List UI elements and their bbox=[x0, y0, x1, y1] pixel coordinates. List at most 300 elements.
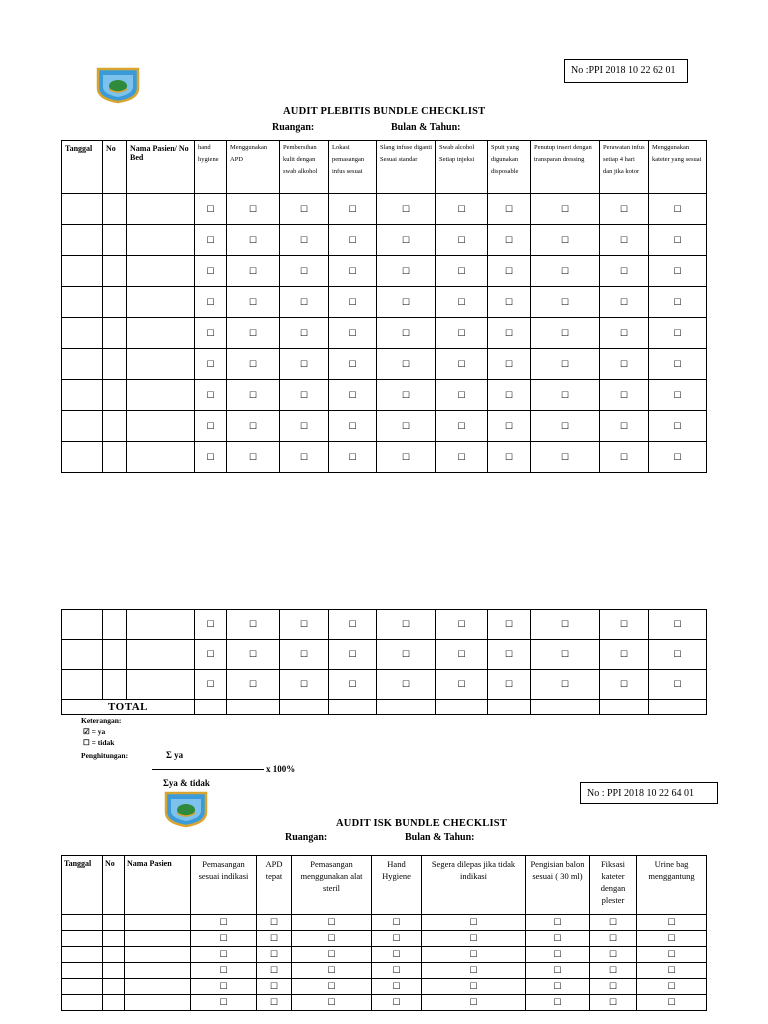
checkbox-cell[interactable] bbox=[195, 411, 227, 442]
checkbox-cell[interactable] bbox=[436, 411, 488, 442]
blank-cell[interactable] bbox=[62, 931, 103, 947]
checkbox-icon[interactable]: ☐ bbox=[457, 234, 466, 245]
checkbox-cell[interactable] bbox=[329, 670, 377, 700]
checkbox-cell[interactable] bbox=[191, 979, 257, 995]
total-cell[interactable] bbox=[488, 700, 531, 715]
checkbox-cell[interactable] bbox=[526, 995, 590, 1011]
checkbox-icon[interactable]: ☐ bbox=[248, 203, 258, 214]
checkbox-icon[interactable]: ☐ bbox=[299, 203, 309, 214]
checkbox-icon[interactable]: ☐ bbox=[299, 451, 309, 462]
checkbox-icon[interactable]: ☐ bbox=[504, 619, 514, 629]
blank-cell[interactable] bbox=[103, 610, 127, 640]
checkbox-icon[interactable]: ☐ bbox=[392, 965, 401, 975]
checkbox-cell[interactable] bbox=[531, 610, 600, 640]
blank-cell[interactable] bbox=[62, 979, 103, 995]
checkbox-cell[interactable] bbox=[600, 287, 649, 318]
checkbox-cell[interactable] bbox=[488, 287, 531, 318]
checkbox-cell[interactable] bbox=[195, 640, 227, 670]
blank-cell[interactable] bbox=[127, 411, 195, 442]
checkbox-cell[interactable] bbox=[329, 194, 377, 225]
checkbox-icon[interactable]: ☐ bbox=[206, 679, 215, 689]
checkbox-icon[interactable]: ☐ bbox=[504, 649, 514, 659]
checkbox-icon[interactable]: ☐ bbox=[206, 389, 215, 400]
checkbox-icon[interactable]: ☐ bbox=[469, 949, 478, 959]
checkbox-icon[interactable]: ☐ bbox=[553, 933, 562, 943]
checkbox-cell[interactable] bbox=[329, 318, 377, 349]
blank-cell[interactable] bbox=[62, 963, 103, 979]
checkbox-icon[interactable]: ☐ bbox=[206, 296, 215, 307]
checkbox-icon[interactable]: ☐ bbox=[327, 997, 336, 1007]
checkbox-icon[interactable]: ☐ bbox=[619, 358, 629, 369]
checkbox-icon[interactable]: ☐ bbox=[504, 296, 514, 307]
checkbox-cell[interactable] bbox=[227, 670, 280, 700]
checkbox-icon[interactable]: ☐ bbox=[469, 981, 478, 991]
checkbox-cell[interactable] bbox=[329, 442, 377, 473]
checkbox-icon[interactable]: ☐ bbox=[248, 234, 258, 245]
checkbox-icon[interactable]: ☐ bbox=[619, 679, 629, 689]
checkbox-icon[interactable]: ☐ bbox=[219, 917, 228, 927]
blank-cell[interactable] bbox=[127, 194, 195, 225]
blank-cell[interactable] bbox=[62, 349, 103, 380]
checkbox-cell[interactable] bbox=[377, 287, 436, 318]
checkbox-cell[interactable] bbox=[329, 349, 377, 380]
checkbox-icon[interactable]: ☐ bbox=[619, 649, 629, 659]
checkbox-cell[interactable] bbox=[227, 380, 280, 411]
checkbox-cell[interactable] bbox=[488, 318, 531, 349]
checkbox-cell[interactable] bbox=[195, 610, 227, 640]
checkbox-icon[interactable]: ☐ bbox=[392, 933, 401, 943]
blank-cell[interactable] bbox=[62, 194, 103, 225]
checkbox-icon[interactable]: ☐ bbox=[667, 981, 676, 991]
checkbox-icon[interactable]: ☐ bbox=[608, 981, 618, 991]
checkbox-icon[interactable]: ☐ bbox=[248, 679, 258, 689]
checkbox-icon[interactable]: ☐ bbox=[248, 389, 258, 400]
checkbox-icon[interactable]: ☐ bbox=[206, 358, 215, 369]
checkbox-icon[interactable]: ☐ bbox=[673, 649, 682, 659]
checkbox-cell[interactable] bbox=[590, 963, 637, 979]
checkbox-icon[interactable]: ☐ bbox=[673, 265, 682, 276]
checkbox-cell[interactable] bbox=[531, 411, 600, 442]
checkbox-cell[interactable] bbox=[600, 318, 649, 349]
total-cell[interactable] bbox=[377, 700, 436, 715]
checkbox-cell[interactable] bbox=[329, 640, 377, 670]
checkbox-cell[interactable] bbox=[422, 963, 526, 979]
checkbox-icon[interactable]: ☐ bbox=[619, 296, 629, 307]
checkbox-icon[interactable]: ☐ bbox=[560, 265, 570, 276]
checkbox-icon[interactable]: ☐ bbox=[673, 234, 682, 245]
checkbox-icon[interactable]: ☐ bbox=[667, 933, 676, 943]
checkbox-cell[interactable] bbox=[257, 963, 292, 979]
checkbox-cell[interactable] bbox=[227, 318, 280, 349]
checkbox-cell[interactable] bbox=[436, 610, 488, 640]
checkbox-cell[interactable] bbox=[292, 995, 372, 1011]
checkbox-icon[interactable]: ☐ bbox=[673, 327, 682, 338]
checkbox-cell[interactable] bbox=[590, 979, 637, 995]
checkbox-cell[interactable] bbox=[227, 256, 280, 287]
total-cell[interactable] bbox=[195, 700, 227, 715]
checkbox-icon[interactable]: ☐ bbox=[457, 296, 466, 307]
checkbox-cell[interactable] bbox=[280, 225, 329, 256]
checkbox-icon[interactable]: ☐ bbox=[401, 420, 411, 431]
checkbox-cell[interactable] bbox=[372, 963, 422, 979]
checkbox-icon[interactable]: ☐ bbox=[619, 451, 629, 462]
checkbox-cell[interactable] bbox=[257, 947, 292, 963]
checkbox-icon[interactable]: ☐ bbox=[457, 679, 466, 689]
checkbox-cell[interactable] bbox=[637, 931, 707, 947]
checkbox-cell[interactable] bbox=[292, 979, 372, 995]
checkbox-icon[interactable]: ☐ bbox=[299, 649, 309, 659]
blank-cell[interactable] bbox=[127, 670, 195, 700]
checkbox-icon[interactable]: ☐ bbox=[457, 327, 466, 338]
checkbox-cell[interactable] bbox=[377, 194, 436, 225]
checkbox-cell[interactable] bbox=[488, 442, 531, 473]
checkbox-icon[interactable]: ☐ bbox=[248, 420, 258, 431]
checkbox-cell[interactable] bbox=[600, 349, 649, 380]
checkbox-cell[interactable] bbox=[637, 995, 707, 1011]
checkbox-icon[interactable]: ☐ bbox=[667, 965, 676, 975]
checkbox-icon[interactable]: ☐ bbox=[327, 949, 336, 959]
checkbox-icon[interactable]: ☐ bbox=[560, 327, 570, 338]
checkbox-icon[interactable]: ☐ bbox=[619, 203, 629, 214]
checkbox-icon[interactable]: ☐ bbox=[560, 358, 570, 369]
checkbox-icon[interactable]: ☐ bbox=[401, 203, 411, 214]
checkbox-cell[interactable] bbox=[280, 287, 329, 318]
checkbox-cell[interactable] bbox=[526, 979, 590, 995]
checkbox-icon[interactable]: ☐ bbox=[504, 358, 514, 369]
checkbox-cell[interactable] bbox=[329, 225, 377, 256]
checkbox-cell[interactable] bbox=[436, 670, 488, 700]
checkbox-cell[interactable] bbox=[531, 256, 600, 287]
checkbox-icon[interactable]: ☐ bbox=[248, 358, 258, 369]
blank-cell[interactable] bbox=[62, 915, 103, 931]
checkbox-cell[interactable] bbox=[377, 318, 436, 349]
blank-cell[interactable] bbox=[103, 979, 125, 995]
checkbox-cell[interactable] bbox=[649, 194, 707, 225]
checkbox-icon[interactable]: ☐ bbox=[619, 389, 629, 400]
checkbox-icon[interactable]: ☐ bbox=[348, 649, 357, 659]
checkbox-cell[interactable] bbox=[227, 287, 280, 318]
checkbox-icon[interactable]: ☐ bbox=[504, 389, 514, 400]
checkbox-cell[interactable] bbox=[280, 318, 329, 349]
checkbox-cell[interactable] bbox=[637, 963, 707, 979]
checkbox-cell[interactable] bbox=[531, 194, 600, 225]
checkbox-icon[interactable]: ☐ bbox=[392, 981, 401, 991]
checkbox-cell[interactable] bbox=[329, 256, 377, 287]
blank-cell[interactable] bbox=[103, 349, 127, 380]
total-cell[interactable] bbox=[600, 700, 649, 715]
blank-cell[interactable] bbox=[62, 411, 103, 442]
checkbox-icon[interactable]: ☐ bbox=[206, 451, 215, 462]
checkbox-icon[interactable]: ☐ bbox=[504, 234, 514, 245]
checkbox-icon[interactable]: ☐ bbox=[348, 420, 357, 431]
blank-cell[interactable] bbox=[125, 931, 191, 947]
checkbox-cell[interactable] bbox=[590, 915, 637, 931]
blank-cell[interactable] bbox=[125, 947, 191, 963]
checkbox-icon[interactable]: ☐ bbox=[348, 619, 357, 629]
checkbox-cell[interactable] bbox=[257, 931, 292, 947]
checkbox-cell[interactable] bbox=[372, 915, 422, 931]
blank-cell[interactable] bbox=[127, 442, 195, 473]
checkbox-cell[interactable] bbox=[649, 380, 707, 411]
checkbox-cell[interactable] bbox=[377, 380, 436, 411]
blank-cell[interactable] bbox=[103, 256, 127, 287]
checkbox-icon[interactable]: ☐ bbox=[248, 649, 258, 659]
blank-cell[interactable] bbox=[127, 640, 195, 670]
blank-cell[interactable] bbox=[127, 287, 195, 318]
checkbox-icon[interactable]: ☐ bbox=[219, 965, 228, 975]
checkbox-icon[interactable]: ☐ bbox=[457, 649, 466, 659]
blank-cell[interactable] bbox=[62, 225, 103, 256]
checkbox-icon[interactable]: ☐ bbox=[457, 451, 466, 462]
checkbox-cell[interactable] bbox=[195, 318, 227, 349]
checkbox-cell[interactable] bbox=[227, 640, 280, 670]
checkbox-cell[interactable] bbox=[195, 287, 227, 318]
checkbox-icon[interactable]: ☐ bbox=[299, 296, 309, 307]
checkbox-cell[interactable] bbox=[329, 380, 377, 411]
checkbox-icon[interactable]: ☐ bbox=[348, 234, 357, 245]
checkbox-cell[interactable] bbox=[195, 225, 227, 256]
checkbox-cell[interactable] bbox=[600, 411, 649, 442]
checkbox-cell[interactable] bbox=[531, 318, 600, 349]
checkbox-icon[interactable]: ☐ bbox=[348, 358, 357, 369]
checkbox-cell[interactable] bbox=[488, 225, 531, 256]
checkbox-icon[interactable]: ☐ bbox=[504, 203, 514, 214]
blank-cell[interactable] bbox=[103, 947, 125, 963]
blank-cell[interactable] bbox=[125, 979, 191, 995]
checkbox-icon[interactable]: ☐ bbox=[206, 420, 215, 431]
checkbox-icon[interactable]: ☐ bbox=[348, 327, 357, 338]
checkbox-cell[interactable] bbox=[227, 349, 280, 380]
checkbox-cell[interactable] bbox=[257, 915, 292, 931]
blank-cell[interactable] bbox=[103, 194, 127, 225]
checkbox-cell[interactable] bbox=[436, 194, 488, 225]
checkbox-icon[interactable]: ☐ bbox=[673, 358, 682, 369]
checkbox-cell[interactable] bbox=[195, 349, 227, 380]
checkbox-cell[interactable] bbox=[600, 670, 649, 700]
checkbox-cell[interactable] bbox=[227, 225, 280, 256]
checkbox-cell[interactable] bbox=[649, 442, 707, 473]
checkbox-cell[interactable] bbox=[436, 287, 488, 318]
checkbox-icon[interactable]: ☐ bbox=[269, 965, 279, 975]
checkbox-icon[interactable]: ☐ bbox=[457, 389, 466, 400]
checkbox-cell[interactable] bbox=[488, 640, 531, 670]
checkbox-cell[interactable] bbox=[488, 349, 531, 380]
checkbox-icon[interactable]: ☐ bbox=[348, 296, 357, 307]
checkbox-icon[interactable]: ☐ bbox=[206, 327, 215, 338]
checkbox-cell[interactable] bbox=[649, 287, 707, 318]
checkbox-cell[interactable] bbox=[436, 380, 488, 411]
checkbox-icon[interactable]: ☐ bbox=[608, 965, 618, 975]
checkbox-icon[interactable]: ☐ bbox=[457, 420, 466, 431]
blank-cell[interactable] bbox=[62, 995, 103, 1011]
checkbox-cell[interactable] bbox=[422, 947, 526, 963]
checkbox-icon[interactable]: ☐ bbox=[504, 679, 514, 689]
blank-cell[interactable] bbox=[127, 610, 195, 640]
checkbox-cell[interactable] bbox=[422, 995, 526, 1011]
total-cell[interactable] bbox=[227, 700, 280, 715]
blank-cell[interactable] bbox=[62, 318, 103, 349]
checkbox-cell[interactable] bbox=[195, 380, 227, 411]
checkbox-icon[interactable]: ☐ bbox=[504, 327, 514, 338]
checkbox-cell[interactable] bbox=[526, 947, 590, 963]
checkbox-icon[interactable]: ☐ bbox=[401, 265, 411, 276]
blank-cell[interactable] bbox=[62, 670, 103, 700]
checkbox-icon[interactable]: ☐ bbox=[673, 203, 682, 214]
checkbox-icon[interactable]: ☐ bbox=[348, 679, 357, 689]
checkbox-icon[interactable]: ☐ bbox=[673, 451, 682, 462]
total-cell[interactable] bbox=[329, 700, 377, 715]
checkbox-cell[interactable] bbox=[531, 287, 600, 318]
checkbox-icon[interactable]: ☐ bbox=[392, 949, 401, 959]
blank-cell[interactable] bbox=[103, 380, 127, 411]
checkbox-cell[interactable] bbox=[590, 947, 637, 963]
blank-cell[interactable] bbox=[62, 442, 103, 473]
checkbox-icon[interactable]: ☐ bbox=[401, 451, 411, 462]
checkbox-cell[interactable] bbox=[195, 670, 227, 700]
checkbox-icon[interactable]: ☐ bbox=[269, 933, 279, 943]
checkbox-cell[interactable] bbox=[649, 349, 707, 380]
checkbox-icon[interactable]: ☐ bbox=[553, 917, 562, 927]
checkbox-cell[interactable] bbox=[649, 256, 707, 287]
checkbox-icon[interactable]: ☐ bbox=[206, 619, 215, 629]
checkbox-cell[interactable] bbox=[377, 640, 436, 670]
checkbox-cell[interactable] bbox=[649, 225, 707, 256]
checkbox-icon[interactable]: ☐ bbox=[667, 949, 676, 959]
checkbox-icon[interactable]: ☐ bbox=[299, 265, 309, 276]
checkbox-cell[interactable] bbox=[329, 287, 377, 318]
checkbox-cell[interactable] bbox=[377, 349, 436, 380]
checkbox-icon[interactable]: ☐ bbox=[206, 234, 215, 245]
checkbox-icon[interactable]: ☐ bbox=[608, 933, 618, 943]
checkbox-cell[interactable] bbox=[257, 995, 292, 1011]
checkbox-icon[interactable]: ☐ bbox=[469, 933, 478, 943]
checkbox-icon[interactable]: ☐ bbox=[299, 420, 309, 431]
blank-cell[interactable] bbox=[103, 411, 127, 442]
checkbox-icon[interactable]: ☐ bbox=[219, 949, 228, 959]
checkbox-cell[interactable] bbox=[436, 349, 488, 380]
checkbox-cell[interactable] bbox=[280, 194, 329, 225]
checkbox-icon[interactable]: ☐ bbox=[673, 389, 682, 400]
checkbox-cell[interactable] bbox=[372, 979, 422, 995]
checkbox-cell[interactable] bbox=[227, 610, 280, 640]
checkbox-cell[interactable] bbox=[600, 610, 649, 640]
blank-cell[interactable] bbox=[127, 349, 195, 380]
checkbox-icon[interactable]: ☐ bbox=[619, 420, 629, 431]
checkbox-cell[interactable] bbox=[280, 610, 329, 640]
blank-cell[interactable] bbox=[62, 640, 103, 670]
blank-cell[interactable] bbox=[103, 442, 127, 473]
blank-cell[interactable] bbox=[103, 640, 127, 670]
checkbox-icon[interactable]: ☐ bbox=[608, 949, 618, 959]
checkbox-cell[interactable] bbox=[377, 670, 436, 700]
checkbox-icon[interactable]: ☐ bbox=[553, 997, 562, 1007]
checkbox-icon[interactable]: ☐ bbox=[560, 679, 570, 689]
checkbox-icon[interactable]: ☐ bbox=[673, 679, 682, 689]
checkbox-cell[interactable] bbox=[280, 442, 329, 473]
total-cell[interactable] bbox=[649, 700, 707, 715]
checkbox-cell[interactable] bbox=[488, 411, 531, 442]
checkbox-icon[interactable]: ☐ bbox=[299, 679, 309, 689]
checkbox-icon[interactable]: ☐ bbox=[401, 679, 411, 689]
checkbox-cell[interactable] bbox=[280, 670, 329, 700]
checkbox-cell[interactable] bbox=[600, 640, 649, 670]
checkbox-cell[interactable] bbox=[191, 931, 257, 947]
blank-cell[interactable] bbox=[103, 670, 127, 700]
checkbox-cell[interactable] bbox=[488, 256, 531, 287]
checkbox-icon[interactable]: ☐ bbox=[401, 296, 411, 307]
checkbox-cell[interactable] bbox=[531, 225, 600, 256]
blank-cell[interactable] bbox=[103, 931, 125, 947]
checkbox-cell[interactable] bbox=[191, 995, 257, 1011]
checkbox-cell[interactable] bbox=[195, 194, 227, 225]
checkbox-cell[interactable] bbox=[436, 225, 488, 256]
checkbox-icon[interactable]: ☐ bbox=[560, 234, 570, 245]
checkbox-cell[interactable] bbox=[191, 915, 257, 931]
checkbox-icon[interactable]: ☐ bbox=[269, 981, 279, 991]
checkbox-icon[interactable]: ☐ bbox=[673, 619, 682, 629]
blank-cell[interactable] bbox=[62, 380, 103, 411]
checkbox-cell[interactable] bbox=[649, 610, 707, 640]
checkbox-icon[interactable]: ☐ bbox=[504, 265, 514, 276]
blank-cell[interactable] bbox=[103, 287, 127, 318]
checkbox-cell[interactable] bbox=[531, 640, 600, 670]
checkbox-icon[interactable]: ☐ bbox=[457, 619, 466, 629]
blank-cell[interactable] bbox=[103, 318, 127, 349]
checkbox-cell[interactable] bbox=[531, 349, 600, 380]
checkbox-icon[interactable]: ☐ bbox=[348, 203, 357, 214]
checkbox-icon[interactable]: ☐ bbox=[269, 917, 279, 927]
checkbox-cell[interactable] bbox=[372, 931, 422, 947]
checkbox-icon[interactable]: ☐ bbox=[348, 389, 357, 400]
checkbox-icon[interactable]: ☐ bbox=[469, 965, 478, 975]
checkbox-cell[interactable] bbox=[292, 963, 372, 979]
checkbox-icon[interactable]: ☐ bbox=[348, 265, 357, 276]
checkbox-cell[interactable] bbox=[422, 915, 526, 931]
checkbox-cell[interactable] bbox=[377, 225, 436, 256]
checkbox-cell[interactable] bbox=[377, 610, 436, 640]
checkbox-icon[interactable]: ☐ bbox=[504, 451, 514, 462]
checkbox-icon[interactable]: ☐ bbox=[206, 203, 215, 214]
checkbox-cell[interactable] bbox=[436, 318, 488, 349]
checkbox-icon[interactable]: ☐ bbox=[560, 420, 570, 431]
checkbox-icon[interactable]: ☐ bbox=[504, 420, 514, 431]
checkbox-cell[interactable] bbox=[590, 995, 637, 1011]
checkbox-icon[interactable]: ☐ bbox=[619, 327, 629, 338]
checkbox-icon[interactable]: ☐ bbox=[673, 420, 682, 431]
checkbox-cell[interactable] bbox=[600, 442, 649, 473]
checkbox-cell[interactable] bbox=[590, 931, 637, 947]
checkbox-cell[interactable] bbox=[600, 256, 649, 287]
checkbox-icon[interactable]: ☐ bbox=[667, 997, 676, 1007]
checkbox-icon[interactable]: ☐ bbox=[299, 327, 309, 338]
checkbox-cell[interactable] bbox=[600, 380, 649, 411]
blank-cell[interactable] bbox=[62, 610, 103, 640]
checkbox-icon[interactable]: ☐ bbox=[560, 649, 570, 659]
checkbox-cell[interactable] bbox=[377, 411, 436, 442]
checkbox-cell[interactable] bbox=[195, 442, 227, 473]
blank-cell[interactable] bbox=[127, 256, 195, 287]
checkbox-cell[interactable] bbox=[422, 931, 526, 947]
checkbox-icon[interactable]: ☐ bbox=[560, 389, 570, 400]
checkbox-cell[interactable] bbox=[600, 194, 649, 225]
checkbox-cell[interactable] bbox=[292, 931, 372, 947]
checkbox-cell[interactable] bbox=[488, 610, 531, 640]
checkbox-icon[interactable]: ☐ bbox=[248, 296, 258, 307]
total-cell[interactable] bbox=[280, 700, 329, 715]
checkbox-cell[interactable] bbox=[649, 670, 707, 700]
checkbox-icon[interactable]: ☐ bbox=[560, 203, 570, 214]
checkbox-cell[interactable] bbox=[292, 915, 372, 931]
